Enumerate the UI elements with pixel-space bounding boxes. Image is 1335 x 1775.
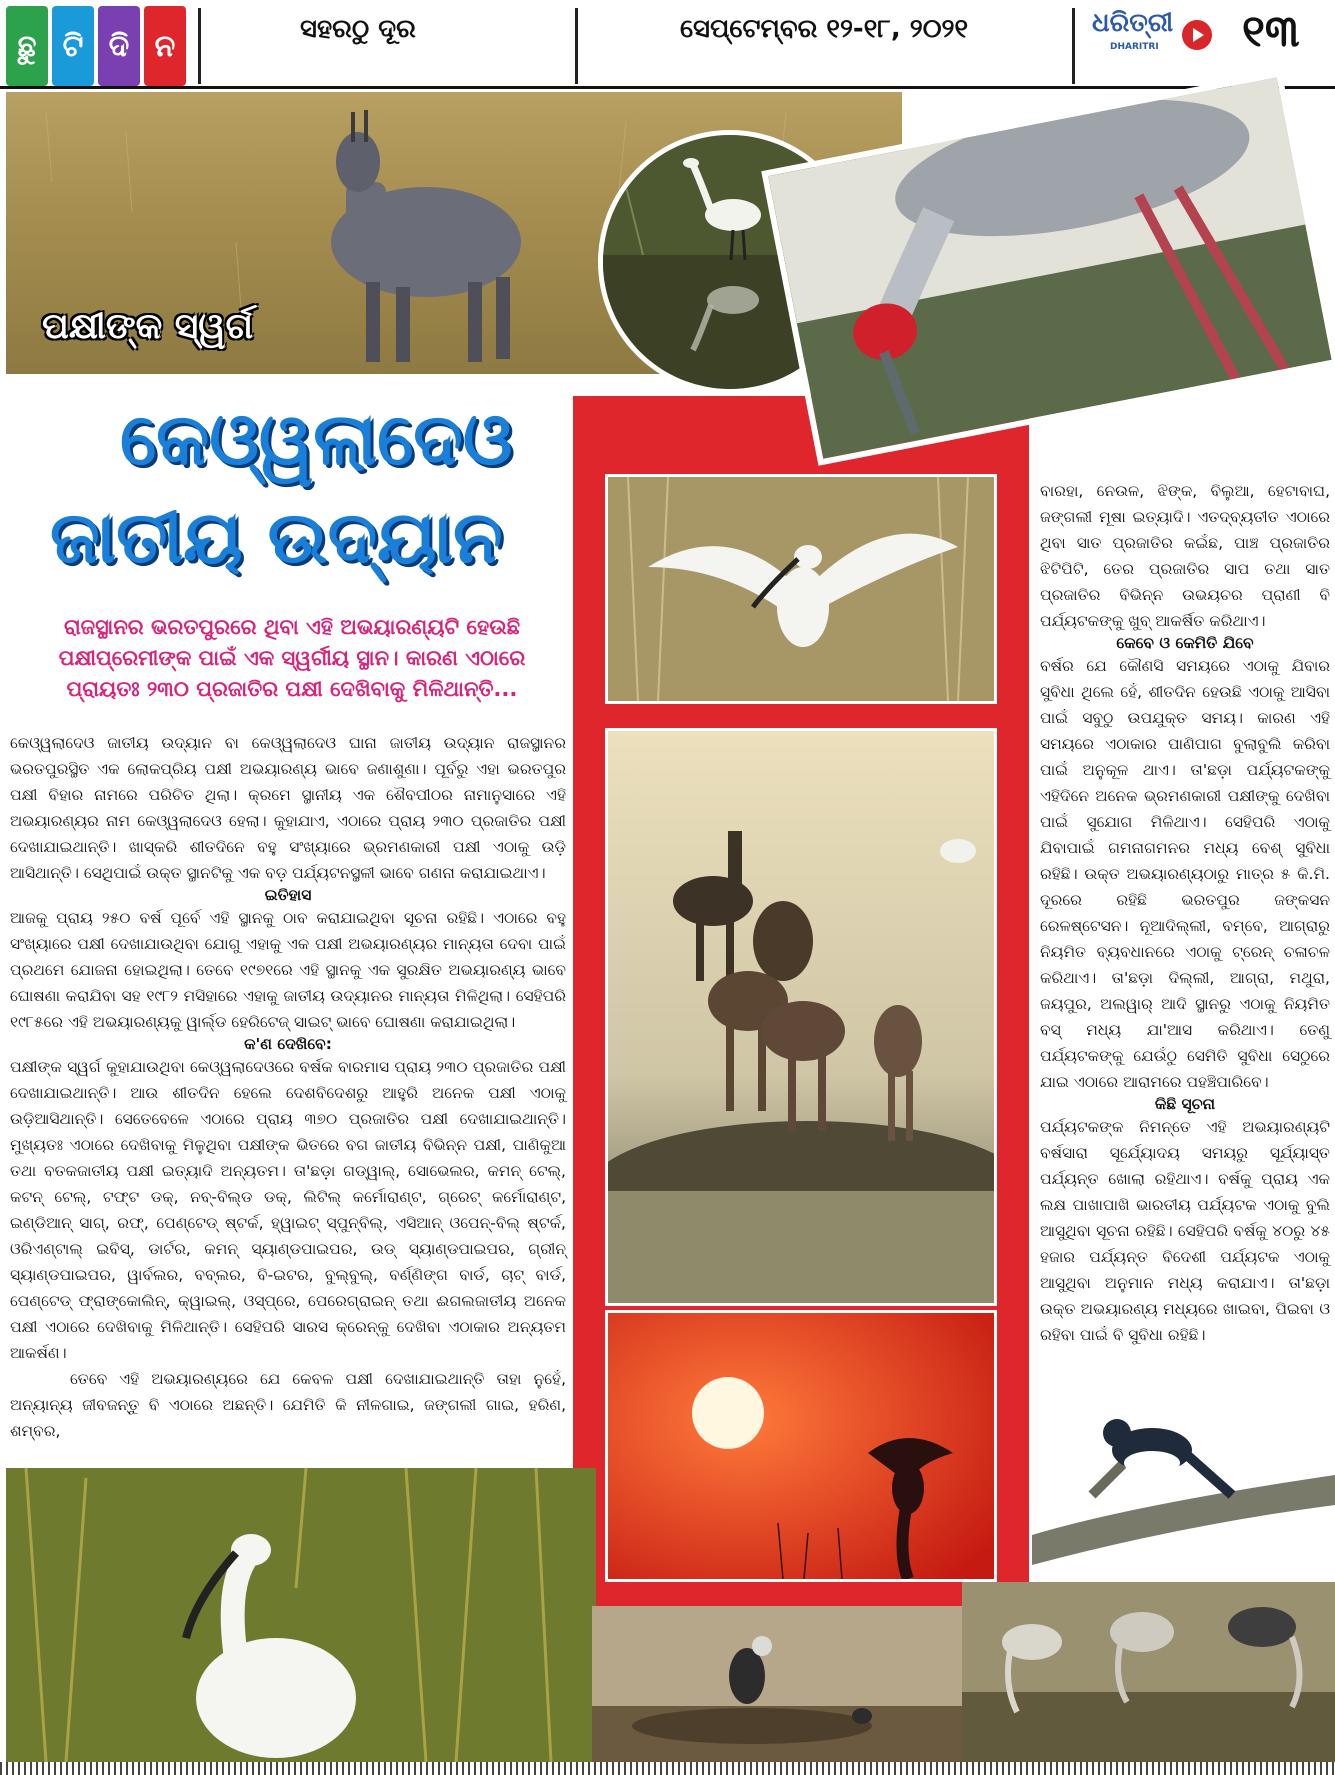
- photo-caption: ପକ୍ଷୀଙ୍କ ସ୍ୱର୍ଗ: [42, 306, 254, 347]
- article-paragraph: ବାରହା, ନେଉଳ, ଝିଙ୍କ, ବିଲୁଆ, ହେଟାବାଘ, ଜଙ୍ଗଲୀ ମୂଷା ଇତ୍ୟାଦି। ଏତଦ୍‌ବ୍ୟତୀତ ଏଠାରେ ଥିବା ସାତ ପ୍ରଜାତିର କଇଁଛ, ପାଞ୍ଚ ପ୍ରଜାତିର ଝିଟିପିଟି, ତେର ପ୍ରଜାତିର ସାପ ତଥା ସାତ ପ୍ରଜାତିର ବିଭିନ୍ନ ଉଭୟଚର ପ୍ରାଣୀ ବି ପର୍ଯ୍ୟଟକଙ୍କୁ ଖୁବ୍ ଆକର୍ଷିତ କରିଥାଏ।: [1040, 482, 1330, 630]
- subheading: କେବେ ଓ କେମିତି ଯିବେ: [1116, 634, 1254, 652]
- painted-storks-photo: [962, 1582, 1335, 1762]
- article-paragraph: ପର୍ଯ୍ୟଟକଙ୍କ ନିମନ୍ତେ ଏହି ଅଭୟାରଣ୍ୟଟି ବର୍ଷସାରା ସୂର୍ଯ୍ୟୋଦୟ ସମୟରୁ ସୂର୍ଯ୍ୟାସ୍ତ ପର୍ଯ୍ୟନ୍ତ ଖୋଲା ରହିଥାଏ। ବର୍ଷକୁ ପ୍ରାୟ ଏକ ଲକ୍ଷ ପାଖାପାଖି ଭାରତୀୟ ପର୍ଯ୍ୟଟକ ଏଠାକୁ ବୁଲି ଆସୁଥିବା ସୂଚନା ରହିଛି। ସେହିପରି ବର୍ଷକୁ ୪୦ରୁ ୪୫ ହଜାର ପର୍ଯ୍ୟନ୍ତ ବିଦେଶୀ ପର୍ଯ୍ୟଟକ ଏଠାକୁ ଆସୁଥିବା ଅନୁମାନ ମଧ୍ୟ କରାଯାଏ। ତା'ଛଡ଼ା ଉକ୍ତ ଅଭୟାରଣ୍ୟ ମଧ୍ୟରେ ଖାଇବା, ପିଇବା ଓ ରହିବା ପାଇଁ ବି ସୁବିଧା ରହିଛି।: [1040, 1118, 1330, 1344]
- header-divider: [1072, 8, 1075, 84]
- article-column-1: [10, 730, 566, 1444]
- article-title-line1: କେଓ୍ୱଲାଦେଓ: [120, 397, 513, 481]
- stork-nest-photo: [592, 1606, 962, 1762]
- section-name: ସହରଠୁ ଦୂର: [300, 14, 416, 44]
- article-title-line2: ଜାତୀୟ ଉଦ୍ୟାନ: [50, 495, 503, 579]
- deer-photo: [605, 728, 997, 1306]
- page-header: [0, 0, 1335, 92]
- bottom-rule: [0, 1762, 1335, 1775]
- subheading: ଇତିହାସ: [264, 886, 312, 904]
- header-rule: [0, 86, 1335, 89]
- brand-subtitle: DHARITRI: [1110, 42, 1159, 52]
- article-paragraph: ତେବେ ଏହି ଅଭୟାରଣ୍ୟରେ ଯେ କେବଳ ପକ୍ଷୀ ଦେଖାଯାଇଥାନ୍ତି ତାହା ନୁହେଁ, ଅନ୍ୟାନ୍ୟ ଜୀବଜନ୍ତୁ ବି ଏଠାରେ ଅଛନ୍ତି। ଯେମିତି କି ନୀଳଗାଇ, ଜଙ୍ଗଲୀ ଗାଇ, ହରିଣ, ଶମ୍ବର,: [10, 1370, 566, 1440]
- sunset-darter-photo: [605, 1310, 997, 1582]
- logo-letter-2: ଟି: [52, 6, 94, 86]
- subheading: କିଛି ସୂଚନା: [1154, 1095, 1216, 1113]
- header-divider: [198, 8, 201, 84]
- article-paragraph: ଆଜକୁ ପ୍ରାୟ ୨୫୦ ବର୍ଷ ପୂର୍ବେ ଏହି ସ୍ଥାନକୁ ଠାବ କରାଯାଇଥିବା ସୂଚନା ରହିଛି। ଏଠାରେ ବହୁ ସଂଖ୍ୟାରେ ପକ୍ଷୀ ଦେଖାଯାଉଥିବା ଯୋଗୁ ଏହାକୁ ଏକ ପକ୍ଷୀ ଅଭୟାରଣ୍ୟର ମାନ୍ୟତା ଦେବା ପାଇଁ ପ୍ରଥମେ ଯୋଜନା ହୋଇଥିଲା। ତେବେ ୧୯୭୧ରେ ଏହି ସ୍ଥାନକୁ ଏକ ସୁରକ୍ଷିତ ଅଭୟାରଣ୍ୟ ଭାବେ ଘୋଷଣା କରାଯିବା ସହ ୧୯୮୨ ମସିହାରେ ଏହାକୁ ଜାତୀୟ ଉଦ୍ୟାନର ମାନ୍ୟତା ମିଳିଥିଲା। ସେହିପରି ୧୯୮୫ରେ ଏହି ଅଭୟାରଣ୍ୟକୁ ୱାର୍ଲ୍ଡ ହେରିଟେଜ୍ ସାଇଟ୍ ଭାବେ ଘୋଷଣା କରାଯାଇଥିଲା।: [10, 909, 566, 1031]
- page-number: ୧୩: [1242, 6, 1300, 57]
- article-paragraph: କେଓ୍ୱଲାଦେଓ ଜାତୀୟ ଉଦ୍ୟାନ ବା କେଓ୍ୱଲାଦେଓ ଘାନା ଜାତୀୟ ଉଦ୍ୟାନ ରାଜସ୍ଥାନର ଭରତପୁରସ୍ଥିତ ଏକ ଲୋକପ୍ରିୟ ପକ୍ଷୀ ଅଭୟାରଣ୍ୟ ଭାବେ ଜଣାଶୁଣା। ପୂର୍ବରୁ ଏହା ଭରତପୁର ପକ୍ଷୀ ବିହାର ନାମରେ ପରିଚିତ ଥିଲା। କ୍ରମେ ସ୍ଥାନୀୟ ଏକ ଶୈବପୀଠର ନାମାନୁସାରେ ଏହି ଅଭୟାରଣ୍ୟର ନାମ କେଓ୍ୱଲାଦେଓ ହେଲା। କୁହାଯାଏ, ଏଠାରେ ପ୍ରାୟ ୨୩୦ ପ୍ରଜାତିର ପକ୍ଷୀ ଦେଖାଯାଇଥାନ୍ତି। ଖାସ୍‌କରି ଶୀତଦିନେ ବହୁ ସଂଖ୍ୟାରେ ଭ୍ରମଣକାରୀ ପକ୍ଷୀ ଏଠାକୁ ଉଡ଼ି ଆସିଥାନ୍ତି। ସେଥିପାଇଁ ଉକ୍ତ ସ୍ଥାନଟିକୁ ଏକ ବଡ଼ ପର୍ଯ୍ୟଟନସ୍ଥଳୀ ଭାବେ ଗଣନା କରାଯାଇଥାଏ।: [10, 734, 566, 882]
- spoonbill-grass-photo: [6, 1468, 596, 1762]
- article-paragraph: ପକ୍ଷୀଙ୍କ ସ୍ୱର୍ଗ କୁହାଯାଉଥିବା କେଓ୍ୱଲାଦେଓରେ ବର୍ଷକ ବାରମାସ ପ୍ରାୟ ୨୩୦ ପ୍ରଜାତିର ପକ୍ଷୀ ଦେଖାଯାଇଥାନ୍ତି। ଆଉ ଶୀତଦିନ ହେଲେ ଦେଶବିଦେଶରୁ ଆହୁରି ଅନେକ ପକ୍ଷୀ ଏଠାକୁ ଉଡ଼ିଆସିଥାନ୍ତି। ସେତେବେଳେ ଏଠାରେ ପ୍ରାୟ ୩୭୦ ପ୍ରଜାତିର ପକ୍ଷୀ ଦେଖାଯାଇଥାନ୍ତି। ମୁଖ୍ୟତଃ ଏଠାରେ ଦେଖିବାକୁ ମିଳୁଥିବା ପକ୍ଷୀଙ୍କ ଭିତରେ ବଗ ଜାତୀୟ ବିଭିନ୍ନ ପକ୍ଷୀ, ପାଣିକୁଆ ତଥା ବତକଜାତୀୟ ପକ୍ଷୀ ଇତ୍ୟାଦି ଅନ୍ୟତମ। ତା'ଛଡ଼ା ଗଡ୍‌ୱାଲ୍, ସୋଭେଲର, କମନ୍ ଟେଲ୍, କଟନ୍ ଟେଲ୍, ଟଫ୍ଟ ଡକ୍, ନବ୍-ବିଲ୍ଡ ଡକ୍, ଲିଟିଲ୍ କର୍ମୋରାଣ୍ଟ, ଗ୍ରେଟ୍ କର୍ମୋରାଣ୍ଟ, ଇଣ୍ଡିଆନ୍ ସାଗ୍, ରଫ୍, ପେଣ୍ଟେଡ୍ ଷ୍ଟର୍କ, ହ୍ୱାଇଟ୍ ସ୍ପୁନ୍‌ବିଲ୍, ଏସିଆନ୍ ଓପେନ୍-ବିଲ୍ ଷ୍ଟର୍କ, ଓରିଏଣ୍ଟାଲ୍ ଇବିସ୍, ଡାର୍ଟର, କମନ୍ ସ୍ୟାଣ୍ଡପାଇପର, ଉଡ୍ ସ୍ୟାଣ୍ଡପାଇପର, ଗ୍ରୀନ୍ ସ୍ୟାଣ୍ଡପାଇପର, ୱାର୍ବଲର, ବବ୍‌ଲର, ବି-ଇଟର, ବୁଲ୍‌ବୁଲ୍, ବର୍ଣ୍ଣିଙ୍ଗ ବାର୍ଡ, ଚାଟ୍ ବାର୍ଡ, ପେଣ୍ଟେଡ୍ ଫ୍ରାଙ୍କୋଲିନ୍, କ୍ୱାଇଲ୍, ଓସ୍‌ପ୍ରେ, ପେରେଗ୍ରାଇନ୍ ତଥା ଈଗଲଜାତୀୟ ଅନେକ ପକ୍ଷୀ ଏଠାରେ ଦେଖିବାକୁ ମିଳିଥାନ୍ତି। ସେହିପରି ସାରସ କ୍ରେନ୍‌କୁ ଦେଖିବା ଏଠାକାର ଅନ୍ୟତମ ଆକର୍ଷଣ।: [10, 1058, 566, 1362]
- logo-letter-1: ଛୁ: [6, 6, 48, 86]
- play-icon: [1182, 20, 1212, 50]
- subheading: କ'ଣ ଦେଖିବେ:: [244, 1035, 332, 1053]
- brand-logo: ଧରିତ୍ରୀ: [1092, 8, 1174, 38]
- logo-letter-4: ନ: [144, 6, 186, 86]
- issue-date: ସେପ୍ଟେମ୍ବର ୧୨-୧୮, ୨୦୨୧: [680, 14, 969, 44]
- header-divider: [575, 8, 578, 84]
- logo-letter-3: ଦି: [98, 6, 140, 86]
- article-paragraph: ବର୍ଷର ଯେ କୌଣସି ସମୟରେ ଏଠାକୁ ଯିବାର ସୁବିଧା ଥିଲେ ହେଁ, ଶୀତଦିନ ହେଉଛି ଏଠାକୁ ଆସିବା ପାଇଁ ସବୁଠୁ ଉପଯୁକ୍ତ ସମୟ। କାରଣ ଏହି ସମୟରେ ଏଠାକାର ପାଣିପାଗ ବୁଲାବୁଲି କରିବା ପାଇଁ ଅନୁକୂଳ ଥାଏ। ତା'ଛଡ଼ା ପର୍ଯ୍ୟଟକଙ୍କୁ ଏହିଦିନେ ଅନେକ ଭ୍ରମଣକାରୀ ପକ୍ଷୀଙ୍କୁ ଦେଖିବା ପାଇଁ ସୁଯୋଗ ମିଳିଥାଏ। ସେହିପରି ଏଠାକୁ ଯିବାପାଇଁ ଗମନାଗମନର ମଧ୍ୟ ବେଶ୍ ସୁବିଧା ରହିଛି। ଉକ୍ତ ଅଭୟାରଣ୍ୟଠାରୁ ମାତ୍ର ୫ କି.ମି. ଦୂରରେ ରହିଛି ଭରତପୁର ଜଙ୍କସନ ରେଳଷ୍ଟେସନ। ନୂଆଦିଲ୍ଲୀ, ବମ୍ବେ, ଆଗ୍ରାରୁ ନିୟମିତ ବ୍ୟବଧାନରେ ଏଠାକୁ ଟ୍ରେନ୍ ଚଳାଚଳ କରିଥାଏ। ତା'ଛଡ଼ା ଦିଲ୍ଲୀ, ଆଗ୍ରା, ମଥୁରା, ଜୟପୁର, ଅଲୱାର୍ ଆଦି ସ୍ଥାନରୁ ଏଠାକୁ ନିୟମିତ ବସ୍ ମଧ୍ୟ ଯା'ଆସ କରିଥାଏ। ତେଣୁ ପର୍ଯ୍ୟଟକଙ୍କୁ ଯେଉଁଠୁ ସେମିତି ସୁବିଧା ସେଠୁରେ ଯାଇ ଏଠାରେ ଆରାମରେ ପହଞ୍ଚିପାରିବେ।: [1040, 657, 1330, 1091]
- article-intro: ରାଜସ୍ଥାନର ଭରତପୁରରେ ଥିବା ଏହି ଅଭୟାରଣ୍ୟଟି ହେଉଛି ପକ୍ଷୀପ୍ରେମୀଙ୍କ ପାଇଁ ଏକ ସ୍ୱର୍ଗୀୟ ସ୍ଥାନ। କାରଣ ଏଠାରେ ପ୍ରାୟତଃ ୨୩୦ ପ୍ରଜାତିର ପକ୍ଷୀ ଦେଖିବାକୁ ମିଳିଥାନ୍ତି...: [58, 615, 526, 701]
- magpie-robin-photo: [1032, 1355, 1335, 1587]
- spoonbill-wings-photo: [605, 474, 997, 704]
- article-column-2: [1040, 478, 1330, 1348]
